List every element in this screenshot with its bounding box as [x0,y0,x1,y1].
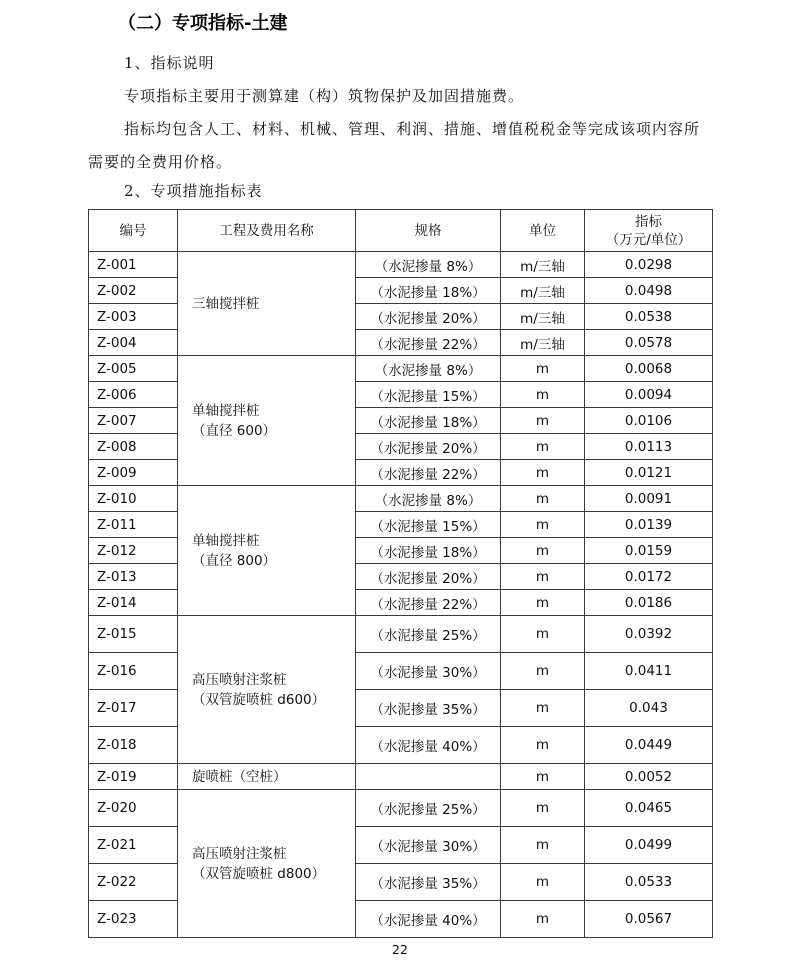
row-unit: m [501,764,585,790]
row-spec [356,764,501,790]
header-name: 工程及费用名称 [178,210,356,252]
row-unit: m [501,356,585,382]
row-unit: m [501,434,585,460]
row-group-name-line: （双管旋喷桩 d800） [192,865,326,882]
page-number: 22 [392,942,408,957]
row-group-name-line: 单轴搅拌桩 [192,402,260,419]
row-spec: （水泥掺量 20%） [356,434,501,460]
row-group-name [178,486,356,616]
row-unit: m [501,590,585,616]
row-spec: （水泥掺量 22%） [356,590,501,616]
table-header-row [89,210,713,252]
row-value: 0.0172 [585,564,713,590]
row-code: Z-008 [89,434,178,460]
row-unit: m [501,460,585,486]
row-code: Z-014 [89,590,178,616]
header-value-line2: （万元/单位） [605,231,692,248]
row-spec: （水泥掺量 20%） [356,304,501,330]
row-code: Z-004 [89,330,178,356]
row-spec: （水泥掺量 22%） [356,330,501,356]
row-code: Z-018 [89,727,178,764]
row-spec: （水泥掺量 40%） [356,727,501,764]
row-code: Z-002 [89,278,178,304]
row-group-name [178,252,356,356]
subsection-2-label: 2、专项措施指标表 [124,182,263,200]
header-value [585,210,713,252]
row-group-name [178,790,356,938]
row-value: 0.0449 [585,727,713,764]
subsection-1-label: 1、指标说明 [124,54,215,72]
section-heading: （二）专项指标-土建 [118,13,288,34]
indicator-table-body [89,252,713,938]
row-code: Z-006 [89,382,178,408]
row-spec: （水泥掺量 22%） [356,460,501,486]
row-value: 0.0052 [585,764,713,790]
table-row [89,790,713,827]
header-unit: 单位 [501,210,585,252]
row-group-name-line: 单轴搅拌桩 [192,532,260,549]
row-spec: （水泥掺量 18%） [356,278,501,304]
header-value-line1: 指标 [635,213,662,230]
row-code: Z-017 [89,690,178,727]
row-unit: m [501,727,585,764]
row-value: 0.0411 [585,653,713,690]
row-value: 0.0392 [585,616,713,653]
row-code: Z-010 [89,486,178,512]
row-unit: m/三轴 [501,278,585,304]
indicator-table [88,209,713,938]
row-group-name-line: （直径 600） [192,422,277,439]
row-spec: （水泥掺量 20%） [356,564,501,590]
header-spec: 规格 [356,210,501,252]
row-unit: m [501,486,585,512]
table-row [89,356,713,382]
row-value: 0.0298 [585,252,713,278]
row-spec: （水泥掺量 35%） [356,690,501,727]
table-row [89,616,713,653]
row-spec: （水泥掺量 30%） [356,653,501,690]
row-code: Z-003 [89,304,178,330]
row-spec: （水泥掺量 8%） [356,356,501,382]
table-row [89,486,713,512]
row-spec: （水泥掺量 40%） [356,901,501,938]
row-code: Z-011 [89,512,178,538]
row-unit: m [501,512,585,538]
row-value: 0.0499 [585,827,713,864]
row-unit: m [501,827,585,864]
row-value: 0.0465 [585,790,713,827]
row-spec: （水泥掺量 25%） [356,790,501,827]
row-code: Z-005 [89,356,178,382]
row-spec: （水泥掺量 35%） [356,864,501,901]
row-spec: （水泥掺量 25%） [356,616,501,653]
row-group-name [178,764,356,790]
row-spec: （水泥掺量 8%） [356,252,501,278]
paragraph-2-line-1: 指标均包含人工、材料、机械、管理、利润、措施、增值税税金等完成该项内容所 [124,120,701,138]
row-value: 0.0567 [585,901,713,938]
table-row [89,764,713,790]
row-code: Z-022 [89,864,178,901]
row-group-name [178,356,356,486]
row-code: Z-023 [89,901,178,938]
paragraph-2-line-2: 需要的全费用价格。 [88,153,233,171]
row-unit: m/三轴 [501,252,585,278]
row-code: Z-015 [89,616,178,653]
row-value: 0.0106 [585,408,713,434]
row-spec: （水泥掺量 15%） [356,382,501,408]
row-unit: m [501,616,585,653]
row-unit: m/三轴 [501,304,585,330]
row-group-name-line: （双管旋喷桩 d600） [192,691,326,708]
row-value: 0.0091 [585,486,713,512]
row-unit: m [501,653,585,690]
row-value: 0.043 [585,690,713,727]
paragraph-1: 专项指标主要用于测算建（构）筑物保护及加固措施费。 [124,87,525,105]
table-row [89,252,713,278]
row-value: 0.0533 [585,864,713,901]
row-group-name-line: （直径 800） [192,552,277,569]
row-unit: m [501,790,585,827]
row-code: Z-020 [89,790,178,827]
row-value: 0.0578 [585,330,713,356]
row-unit: m [501,690,585,727]
row-unit: m [501,564,585,590]
row-code: Z-013 [89,564,178,590]
row-unit: m [501,408,585,434]
row-value: 0.0186 [585,590,713,616]
row-unit: m [501,864,585,901]
row-group-name [178,616,356,764]
row-value: 0.0159 [585,538,713,564]
row-code: Z-009 [89,460,178,486]
row-code: Z-016 [89,653,178,690]
row-code: Z-021 [89,827,178,864]
row-value: 0.0498 [585,278,713,304]
row-code: Z-001 [89,252,178,278]
row-value: 0.0113 [585,434,713,460]
row-spec: （水泥掺量 15%） [356,512,501,538]
row-unit: m [501,382,585,408]
row-group-name-line: 高压喷射注浆桩 [192,671,287,688]
row-value: 0.0139 [585,512,713,538]
row-spec: （水泥掺量 18%） [356,408,501,434]
row-group-name-line: 高压喷射注浆桩 [192,845,287,862]
row-code: Z-019 [89,764,178,790]
header-code: 编号 [89,210,178,252]
row-spec: （水泥掺量 30%） [356,827,501,864]
row-group-name-line: 三轴搅拌桩 [192,295,260,312]
row-unit: m [501,538,585,564]
row-unit: m/三轴 [501,330,585,356]
row-value: 0.0094 [585,382,713,408]
row-code: Z-007 [89,408,178,434]
row-value: 0.0121 [585,460,713,486]
row-value: 0.0068 [585,356,713,382]
row-group-name-line: 旋喷桩（空桩） [192,768,287,785]
row-spec: （水泥掺量 8%） [356,486,501,512]
row-spec: （水泥掺量 18%） [356,538,501,564]
row-code: Z-012 [89,538,178,564]
row-unit: m [501,901,585,938]
row-value: 0.0538 [585,304,713,330]
